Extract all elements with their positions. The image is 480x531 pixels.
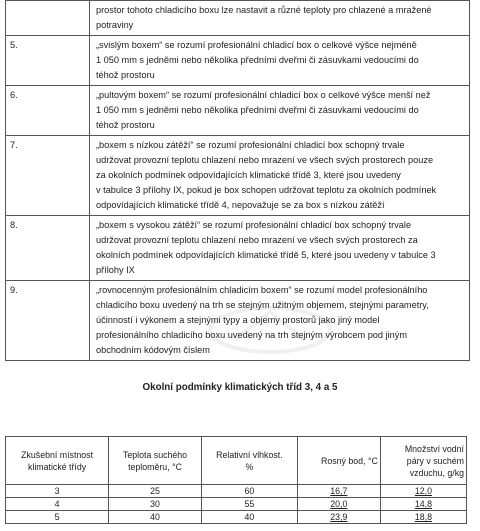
definition-line: okolních podmínek odpovídajících klimatické třídě 5, které jsou uvedeny v tabulce 3: [96, 250, 436, 260]
table-cell: 23,9: [297, 511, 380, 524]
definition-number: 5.: [6, 36, 90, 86]
definition-line: téhož prostoru: [96, 70, 155, 80]
definition-line: „rovnocenným profesionálním chladicím boxem“ se rozumí model profesionálního: [96, 285, 428, 295]
table-cell: 55: [201, 498, 297, 511]
definition-number: 8.: [6, 216, 90, 281]
header-line: Zkušební místnost: [21, 449, 94, 460]
definition-line: potraviny: [96, 20, 134, 30]
table-cell: 25: [109, 485, 202, 498]
header-line: Rosný bod, °C: [321, 455, 378, 466]
table-cell: 3: [6, 485, 109, 498]
definition-line: za okolních podmínek odpovídajících klimatické třídě 3, které jsou uvedeny: [96, 170, 401, 180]
header-line: Množství vodní: [404, 443, 464, 454]
definition-row: [6, 86, 470, 136]
definition-number: 6.: [6, 86, 90, 136]
watermark-logo: [195, 300, 345, 360]
table-cell: 4: [6, 498, 109, 511]
header-line: vzduchu, g/kg: [409, 467, 464, 478]
definition-line: „pultovým boxem“ se rozumí profesionální chladicí box o celkové výšce menší než: [96, 90, 431, 100]
definition-line: přílohy IX: [96, 265, 135, 275]
table-cell: 18,8: [380, 511, 466, 524]
definition-text: [90, 216, 470, 281]
definition-line: 1 050 mm s jedněmi nebo několika předními dveřmi či zásuvkami vedoucími do: [96, 105, 419, 115]
definition-line: udržovat provozní teplotu chlazení nebo mrazení ve všech svých prostorech za: [96, 235, 418, 245]
table-row: [6, 511, 467, 524]
table-cell: 12,0: [380, 485, 466, 498]
definition-text: [90, 36, 470, 86]
header-dry-bulb-temp: [109, 437, 202, 485]
header-dew-point: [297, 437, 380, 485]
table-caption: Okolní podmínky klimatických tříd 3, 4 a 5: [142, 382, 338, 393]
definition-line: účinností i výkonem a stejnými typy a objemy prostorů jako jiný model: [96, 315, 380, 325]
definition-text: [90, 1, 470, 36]
header-line: klimatické třídy: [28, 461, 87, 472]
header-line: páry v suchém: [406, 455, 464, 466]
definition-row: [6, 36, 470, 86]
definition-number: 9.: [6, 281, 90, 361]
definition-line: profesionálního chladicího boxu uvedený na trh stejným výrobcem pod jiným: [96, 330, 408, 340]
header-relative-humidity: [201, 437, 297, 485]
header-line: teploměru, °C: [128, 461, 182, 472]
table-row: [6, 498, 467, 511]
definition-line: odpovídajících klimatické třídě 4, nepovažuje se za box s nízkou zátěží: [96, 200, 385, 210]
definition-number: [6, 1, 90, 36]
table-cell: 30: [109, 498, 202, 511]
header-line: %: [245, 461, 254, 472]
definition-line: „boxem s nízkou zátěží“ se rozumí profesionální chladicí box schopný trvale: [96, 140, 405, 150]
definition-text: [90, 136, 470, 216]
table-cell: 40: [201, 511, 297, 524]
definition-row: [6, 136, 470, 216]
definition-line: „boxem s vysokou zátěží“ se rozumí profesionální chladicí box schopný trvale: [96, 220, 412, 230]
definition-line: obchodním kódovým číslem: [96, 345, 210, 355]
definition-line: v tabulce 3 přílohy IX, pokud je box schopen udržovat teplotu za okolních podmínek: [96, 185, 437, 195]
definition-text: [90, 86, 470, 136]
header-line: Relativní vlhkost.: [216, 449, 283, 460]
definition-row: [6, 1, 470, 36]
definition-line: chladicího boxu uvedený na trh se stejným užitným objemem, stejnými parametry,: [96, 300, 429, 310]
table-cell: 16,7: [297, 485, 380, 498]
definition-line: 1 050 mm s jedněmi nebo několika předními dveřmi či zásuvkami vedoucími do: [96, 55, 419, 65]
definition-line: „svislým boxem“ se rozumí profesionální chladicí box o celkové výšce nejméně: [96, 40, 417, 50]
header-water-vapour: [380, 437, 466, 485]
definition-line: udržovat provozní teplotu chlazení nebo mrazení ve všech svých prostorech pouze: [96, 155, 434, 165]
table-cell: 20,0: [297, 498, 380, 511]
header-line: Teplota suchého: [122, 449, 188, 460]
table-cell: 60: [201, 485, 297, 498]
definition-number: 7.: [6, 136, 90, 216]
table-cell: 40: [109, 511, 202, 524]
header-test-room-class: [6, 437, 109, 485]
table-cell: 5: [6, 511, 109, 524]
table-row: [6, 485, 467, 498]
climate-class-table: [5, 436, 467, 524]
table-cell: 14,8: [380, 498, 466, 511]
definition-line: téhož prostoru: [96, 120, 155, 130]
definition-line: prostor tohoto chladicího boxu lze nastavit a různé teploty pro chlazené a mražené: [96, 5, 432, 15]
definition-row: [6, 216, 470, 281]
